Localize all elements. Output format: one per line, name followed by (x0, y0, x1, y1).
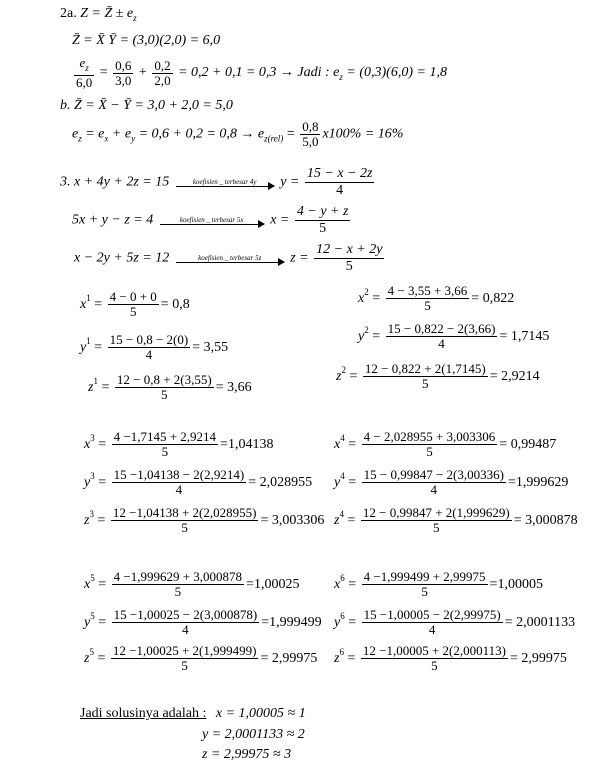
line-eq1 (60, 166, 376, 199)
x3-den: 5 (161, 444, 169, 460)
x6-fraction (362, 570, 488, 599)
y6-fraction (362, 608, 503, 637)
eq2-arrow-label: koefisien _ terbesar 5x (179, 216, 244, 224)
iter-y4: $y^4$ = $\frac{15 - 0,99847 - 2(3,00336)}{4}$ =1,999629 (334, 467, 569, 498)
ez-frac-1 (113, 59, 133, 88)
iter-y1: $y^1$ = $\frac{15 - 0,8 - 2(0)}{4}$ = 3,55 (80, 332, 229, 363)
y1-num: 15 − 0,8 − 2(0) (109, 332, 189, 348)
z3-num: 12 −1,04138 + 2(2,028955) (112, 505, 257, 521)
b-ex: + e (108, 126, 132, 142)
y4-den: 4 (430, 482, 438, 498)
x2-fraction (386, 284, 470, 313)
iter-z1: $z^1$ = $\frac{12 - 0,8 + 2(3,55)}{5}$ = 3,66 (88, 372, 252, 403)
iter-z6: $z^6$ = $\frac{12 -1,00005 + 2(2,000113)}{5}$ = 2,99975 (334, 643, 567, 674)
iter-x1: $x^1$ = $\frac{4 - 0 + 0}{5}$ = 0,8 (80, 289, 190, 320)
line-ez: $\frac{e_z}{6,0}$ = $\frac{0,6}{3,0}$ + $\frac{0,2}{2,0}$ = 0,2 + 0,1 = 0,3 → Jadi : $e_z = (0,3)(6,0) = 1,8$ (76, 55, 447, 90)
z6-res: = 2,99975 (509, 651, 567, 666)
eq1-arrow (176, 178, 274, 187)
z2-num: 12 − 0,822 + 2(1,7145) (364, 361, 486, 377)
eq3-lhs: x − 2y + 5z = 12 (74, 250, 170, 266)
x2-res: = 0,822 (471, 291, 515, 306)
y3-den: 4 (175, 482, 183, 498)
x1-num: 4 − 0 + 0 (109, 289, 157, 305)
x1-res: = 0,8 (160, 297, 190, 312)
iter-z5: $z^5$ = $\frac{12 -1,00025 + 2(1,999499)}{5}$ = 2,99975 (84, 643, 318, 674)
y6-res: = 2,0001133 (504, 615, 576, 630)
iter-y6: $y^6$ = $\frac{15 -1,00005 - 2(2,99975)}{4}$ = 2,0001133 (334, 607, 576, 638)
y6-num: 15 −1,00005 − 2(2,99975) (363, 607, 501, 623)
iter-y5: $y^5$ = $\frac{15 -1,00025 - 2(3,000878)}{4}$ =1,999499 (84, 607, 322, 638)
line-2b (60, 98, 233, 114)
z1-fraction (115, 373, 214, 402)
eq1-den: 4 (336, 183, 344, 198)
x6-num: 4 −1,999499 + 2,99975 (363, 569, 486, 585)
iter-x3: $x^3$ = $\frac{4 -1,7145 + 2,9214}{5}$ =1,04138 (84, 429, 274, 460)
y2-fraction (386, 322, 498, 351)
x4-den: 5 (426, 444, 433, 460)
eq3-arrow (176, 254, 284, 263)
x3-fraction (112, 430, 218, 459)
z4-num: 12 − 0,99847 + 2(1,999629) (362, 505, 510, 521)
eq3-arrow-label: koefisien _ terbesar 5z (198, 254, 262, 262)
eq3-num: 12 − x + 2y (316, 242, 383, 257)
ez-final: = (0,3)(6,0) = 1,8 (342, 65, 447, 81)
f2-num: 0,2 (154, 57, 171, 73)
eq1-res: y = (280, 174, 300, 190)
b-ez-rest: = e (81, 126, 105, 142)
eq3-fraction (314, 242, 384, 275)
x2-num: 4 − 3,55 + 3,66 (387, 283, 468, 299)
z3-den: 5 (181, 520, 188, 536)
solution-z: z = 2,99975 ≈ 3 (202, 747, 292, 762)
line-eq3 (74, 242, 386, 275)
y2-res: = 1,7145 (499, 329, 550, 344)
eq-2a: Z = Z̄ ± e (80, 6, 134, 21)
x2-den: 5 (424, 298, 431, 314)
ez-rest-sub: z (339, 72, 343, 83)
b-ez: e (72, 126, 79, 142)
b-rel-fraction (300, 120, 320, 149)
x6-res: =1,00005 (489, 577, 543, 592)
iter-x2: $x^2$ = $\frac{4 - 3,55 + 3,66}{5}$ = 0,822 (358, 283, 515, 314)
z6-num: 12 −1,00005 + 2(2,000113) (362, 643, 506, 659)
x3-res: =1,04138 (220, 437, 274, 452)
eq2-den: 5 (319, 221, 327, 236)
solution-line-x (80, 706, 306, 722)
zbar-eq: Z̄ = X̄ Ȳ = (3,0)(2,0) = 6,0 (72, 33, 221, 48)
z4-den: 5 (433, 520, 440, 536)
z2-fraction (363, 362, 488, 391)
eq1-num: 15 − x − 2z (306, 166, 373, 181)
z6-den: 5 (431, 658, 438, 674)
line-zbar (72, 33, 220, 49)
line-eq2 (72, 204, 352, 237)
y5-res: =1,999499 (261, 615, 322, 630)
solution-label: Jadi solusinya adalah : (80, 706, 207, 721)
z2-den: 5 (422, 376, 429, 392)
z1-num: 12 − 0,8 + 2(3,55) (116, 372, 212, 388)
eq1-arrow-label: koefisien _ terbesar 4y (192, 178, 257, 186)
z1-res: = 3,66 (215, 380, 252, 395)
y4-num: 15 − 0,99847 − 2(3,00336) (363, 467, 504, 483)
f1-den: 3,0 (115, 72, 132, 88)
iter-z3: $z^3$ = $\frac{12 -1,04138 + 2(2,028955)}{5}$ = 3,003306 (84, 505, 325, 536)
label-2a: 2a. (60, 6, 77, 21)
y4-res: =1,999629 (507, 475, 569, 490)
ez-frac-2 (152, 59, 172, 88)
iter-x4: $x^4$ = $\frac{4 - 2,028955 + 3,003306}{5}$ = 0,99487 (334, 429, 557, 460)
ez-den: 6,0 (76, 75, 93, 90)
x1-den: 5 (129, 304, 137, 320)
x6-den: 5 (421, 584, 428, 600)
iter-x5: $x^5$ = $\frac{4 -1,999629 + 3,000878}{5}$ =1,00025 (84, 569, 300, 600)
x1-fraction (108, 290, 159, 319)
eq2-arrow (160, 216, 264, 225)
eq3-den: 5 (345, 259, 353, 274)
y3-res: = 2,028955 (248, 475, 313, 490)
z5-num: 12 −1,00025 + 2(1,999499) (112, 643, 257, 659)
iter-z4: $z^4$ = $\frac{12 - 0,99847 + 2(1,999629)}{5}$ = 3,000878 (334, 505, 578, 536)
z5-fraction (111, 644, 259, 673)
y5-den: 4 (182, 622, 189, 638)
eq3-res: z = (290, 250, 309, 266)
eq2-fraction (295, 204, 351, 237)
z4-fraction (361, 506, 512, 535)
y3-fraction (112, 468, 247, 497)
z1-den: 5 (161, 387, 168, 403)
z3-fraction (111, 506, 259, 535)
b-rel-den: 5,0 (302, 134, 319, 149)
ez-fraction (74, 56, 94, 90)
iter-z2: $z^2$ = $\frac{12 - 0,822 + 2(1,7145)}{5}$ = 2,9214 (336, 361, 540, 392)
y2-num: 15 − 0,822 − 2(3,66) (387, 321, 496, 337)
ez-num: e (79, 55, 86, 70)
y1-fraction (108, 333, 191, 362)
z2-res: = 2,9214 (489, 369, 540, 384)
z5-res: = 2,99975 (260, 651, 318, 666)
eq2-res: x = (270, 212, 290, 228)
eq-2b: b. Z̄ = X̄ − Ȳ = 3,0 + 2,0 = 5,0 (60, 98, 233, 113)
y2-den: 4 (438, 336, 445, 352)
z4-res: = 3,000878 (513, 513, 578, 528)
y6-den: 4 (428, 622, 436, 638)
x4-num: 4 − 2,028955 + 3,003306 (363, 429, 496, 445)
b-rel-num: 0,8 (302, 119, 319, 134)
x5-res: =1,00025 (246, 577, 300, 592)
line-2a (60, 6, 137, 26)
x4-fraction (362, 430, 498, 459)
eq2-num: 4 − y + z (296, 204, 349, 219)
x3-num: 4 −1,7145 + 2,9214 (113, 429, 217, 445)
f1-num: 0,6 (115, 57, 132, 73)
solution-y: y = 2,0001133 ≈ 2 (202, 727, 305, 742)
solution-line-z (202, 747, 291, 763)
line-2b-ez: $e_z = e_x + e_y = 0,6 + 0,2 = 0,8 \to e_{z(rel)}$ = $\frac{0,8}{5,0}$ x100% = 16% (72, 119, 404, 149)
z5-den: 5 (181, 658, 188, 674)
x5-fraction (112, 570, 244, 599)
solution-x: x = 1,00005 ≈ 1 (215, 706, 306, 721)
y3-num: 15 −1,04138 − 2(2,9214) (113, 467, 245, 483)
iter-x6: $x^6$ = $\frac{4 -1,999499 + 2,99975}{5}$ =1,00005 (334, 569, 543, 600)
eq1-lhs: 3. x + 4y + 2z = 15 (60, 174, 170, 190)
f2-den: 2,0 (154, 72, 171, 88)
iter-y3: $y^3$ = $\frac{15 -1,04138 - 2(2,9214)}{4}$ = 2,028955 (84, 467, 313, 498)
x5-den: 5 (174, 584, 182, 600)
b-rel-tail: x100% = 16% (322, 126, 404, 142)
b-ey-rest: = 0,6 + 0,2 = 0,8 → e (135, 126, 265, 142)
eq-2a-sub: z (133, 13, 137, 23)
y4-fraction (362, 468, 506, 497)
x5-num: 4 −1,999629 + 3,000878 (113, 569, 243, 585)
y1-res: = 3,55 (192, 340, 229, 355)
ez-num-sub: z (85, 63, 89, 73)
x4-res: = 0,99487 (499, 437, 557, 452)
z6-fraction (361, 644, 508, 673)
eq2-lhs: 5x + y − z = 4 (72, 212, 154, 228)
eq1-fraction (305, 166, 375, 199)
y5-num: 15 −1,00025 − 2(3,000878) (113, 607, 258, 623)
solution-line-y (202, 727, 305, 743)
iter-y2: $y^2$ = $\frac{15 - 0,822 - 2(3,66)}{4}$ = 1,7145 (358, 321, 550, 352)
z3-res: = 3,003306 (260, 513, 325, 528)
y5-fraction (112, 608, 260, 637)
ez-rest: = 0,2 + 0,1 = 0,3 → Jadi : e (178, 65, 340, 81)
b-rel-sub: z(rel) (264, 133, 284, 144)
y1-den: 4 (145, 347, 153, 363)
